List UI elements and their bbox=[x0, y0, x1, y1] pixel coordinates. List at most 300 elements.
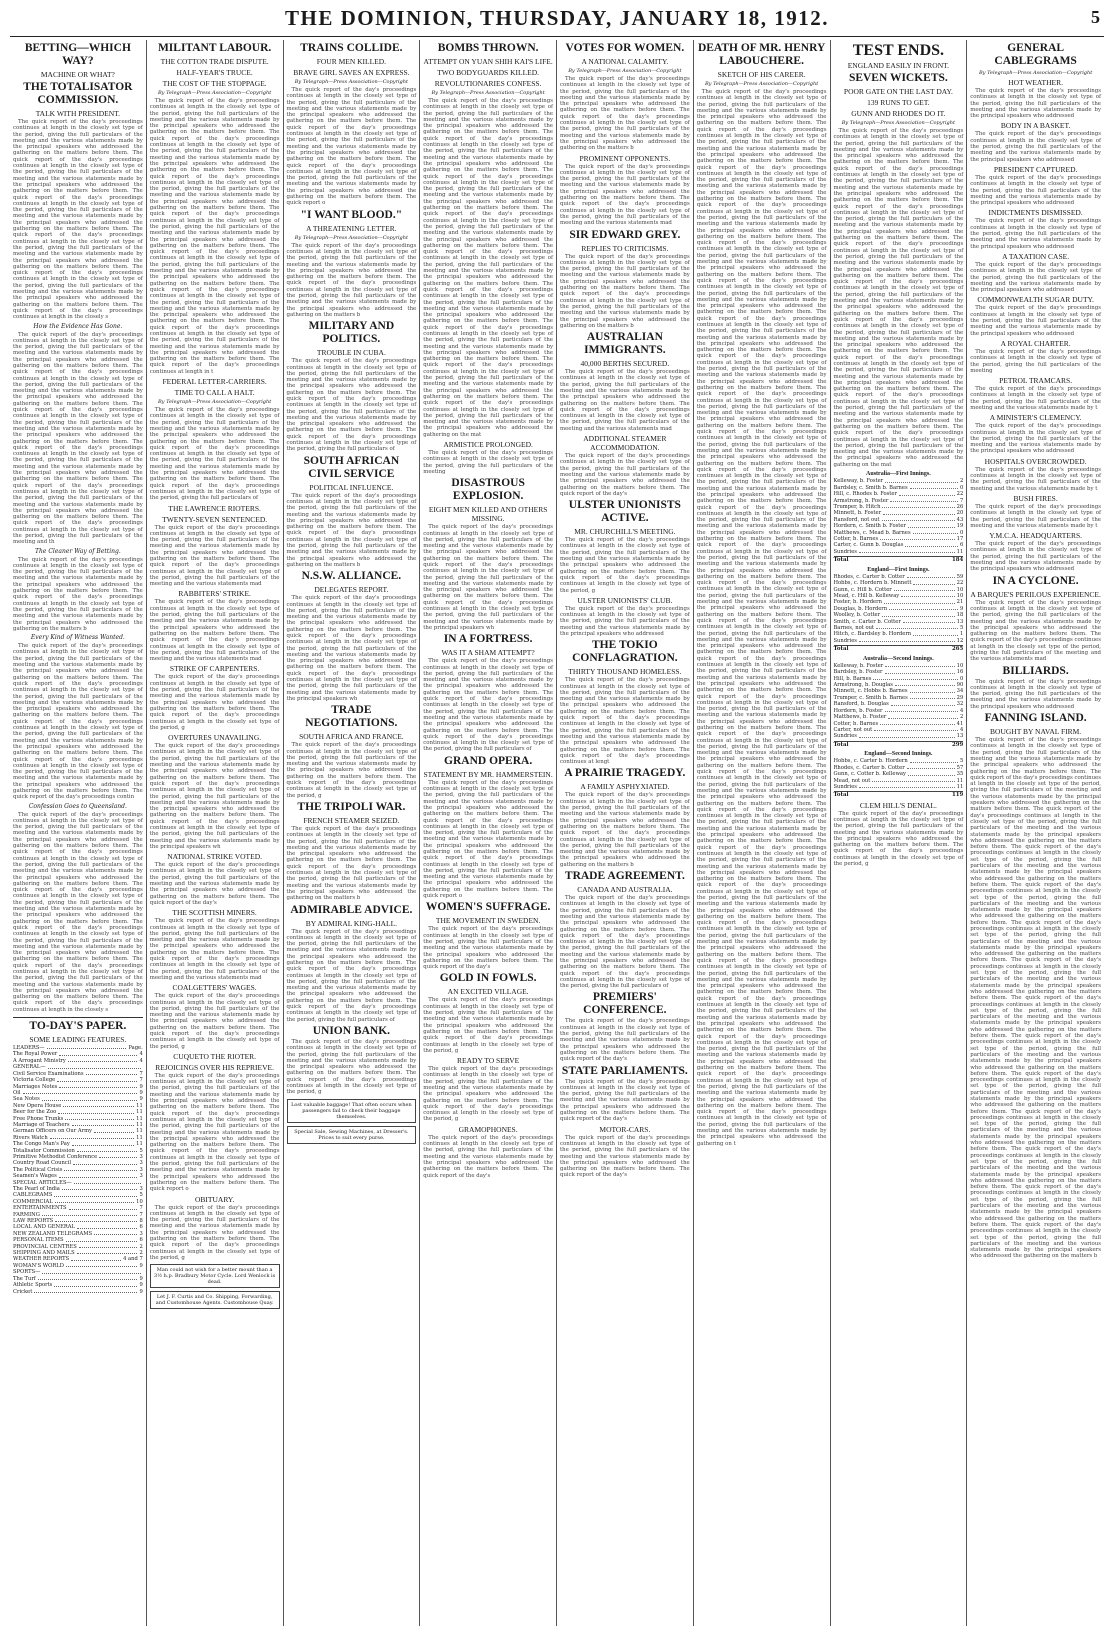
article-body-text: The quick report of the day's proceedings continues at length in the closely set type of the period, giving the full particulars of the meeting and the various statements made by the principal speakers who addressed the gathering on the matters before them. The quick report of the day's proceedings continues at length in the closely set type of the period, giving the full particulars of the meeting and the various statements made by the principal speakers who addressed the gathering on the matters before them. The quick report of the day's proceedings continues at length in the closely set type of the period, giving the full particulars of the meeting and the various statements made by the principal speakers who addressed the gathering on the matters before them. The quick report of the day's proceedings continues at length in the closely set type of the period, giving the full particulars of the meeting and the various statements made by the principal speakers who addressed the gathering on the matters before them. The quick report of the day's proceedings continues at length in the closely set type of the period, giving the full particulars of the meeting and the various statements made by the principal speakers who addressed the gathering on the matters before them. The quick report of the day's proceedings continues at length in the closely set type of the period, giving the full particulars of the meeting and the various statements made by the principal speakers who addressed the gathering on the matters before them. The quick report of the day's proceedings continues at length in the closely set type of the period, giving the full particulars of the meeting and the various statements made by the principal speakers who addressed the gathering on the matters before them. The quick report of the day's proceedings continues at length in the closely set type of the period, giving the full particulars of the meeting and the various statements made by the principal speakers who addressed the gathering on the matters before them. The quick report of the day's proceedings continues at length in the closely set type of the period, giving the full particulars of the meeting and the various statements made by the principal speakers who addressed the gathering on the mat bbox=[833, 128, 964, 468]
batsman: Kelleway, b. Foster bbox=[833, 478, 884, 485]
runs: 59 bbox=[956, 573, 964, 580]
runs: 16 bbox=[956, 669, 964, 676]
article-body-text: The quick report of the day's proceedings continues at length in the closely set type of the period, giving the full particulars of the meeting and the various statements made by the principal speakers who addressed the gathering on the matters before them. The quick report of the day's proceedings continues at length in the closely set type of the period, giving the full particulars of the meeting and the various statements made by the principal speakers who addressed the gathering on the matters before them. The quick report of the day's proceedings continues at length in the closely set type of the period, giving the full particulars of the meeting and the various statements made by the principal speakers who addressed the gathering on the matters before them. The quick report of the day's proceedings continues at length in the closely set type of the period, giving the full particulars of the meeting and the various statements made by the principal speakers who addressed the gathering on the matters before them. The quick report of the day's proceedings continues at length in the closely set type of the period, giving the full particulars of the meeting and the various statements made by the principal speakers who addressed the gathering on the matters before them. The quick report of the day's proceedings continues at length in the closely set type of the period, giving the full particulars of the meeting and the various statements made by the principal speakers who addressed the gathering on the matters before them. The quick report of the day's proceedings continues at length in the closely set type of the period, giving the full particulars of the meeting and the various statements made by the principal speakers who addressed the gathering on the matters before them. The quick report of the day's proceedings continues at length in t bbox=[149, 98, 280, 375]
runs: 26 bbox=[956, 503, 964, 510]
index-label: Beer for the Zoo bbox=[13, 1109, 57, 1116]
runs: 5 bbox=[959, 758, 964, 765]
article-body-text: The quick report of the day's proceedings continues at length in the closely set type of the period, giving the full particulars of the meeting and the various statements made by the principal speakers who addressed the gathering on the matters before them. The quick report of the day's proceedings continues at length in the closely set type of the period, g bbox=[560, 537, 690, 594]
column-6 bbox=[694, 40, 831, 1626]
scorecard-title: Australia—First Innings. bbox=[866, 471, 931, 478]
index-page: 3 bbox=[139, 1160, 143, 1167]
subheadline: THE LAWRENCE RIOTERS. bbox=[168, 503, 261, 513]
runs: 0 bbox=[959, 529, 964, 536]
leader-dots bbox=[86, 1071, 138, 1075]
article-body-text: The quick report of the day's proceedings continues at length in the closely set type of the period, giving the full particulars of the meeting and the various statements made by the principal speakers who addressed the gathering on the matters before them. The quick report of the day's bbox=[560, 1134, 690, 1179]
headline: TRADE NEGOTIATIONS. bbox=[305, 704, 398, 730]
batsman: Armstrong, b. Foster bbox=[833, 497, 889, 504]
runs: 10 bbox=[956, 593, 964, 600]
index-page: 6 bbox=[139, 1237, 143, 1244]
runs: 0 bbox=[959, 484, 964, 491]
leader-dots bbox=[48, 1064, 141, 1068]
leader-dots bbox=[895, 682, 955, 686]
article-body-text: The quick report of the day's proceedings continues at length in the closely set type of the period, giving the full particulars of the meeting and the various statements made by the principal speakers who addressed the gathering on the matters before them. The quick report of the day's proceedings continues at length in the closely set type of the period, giving the full particulars of the meeting and the various statements mad bbox=[970, 599, 1101, 663]
subheadline: FEDERAL LETTER-CARRIERS. bbox=[162, 377, 267, 387]
subheadline: BY ADMIRAL KING-HALL. bbox=[305, 918, 398, 928]
headline: GOLD IN FOWLS. bbox=[439, 972, 537, 985]
scorecard-title: England—Second Innings. bbox=[864, 751, 933, 758]
leader-dots bbox=[899, 491, 955, 495]
batsman: Cotter, b. Barnes bbox=[833, 535, 879, 542]
article-body-text: The quick report of the day's proceedings continues at length in the closely set type of the period, giving the full particulars of the meeting and the various statements made by the principal speakers who addressed bbox=[970, 88, 1101, 120]
leader-dots bbox=[908, 523, 955, 527]
leader-dots bbox=[882, 612, 955, 616]
subheadline: SKETCH OF HIS CAREER. bbox=[717, 70, 806, 79]
runs: 34 bbox=[956, 688, 964, 695]
article-body-text: The quick report of the day's proceedings continues at length in the closely set type of the period, giving the full particulars of the meeting and the various statements made by the principal speakers who addressed the gathering on the matters before them. The quick report of the day's proceedings continues at length in the closely set type of the period, giving the full particulars of the meeting and the various statements mad bbox=[149, 918, 280, 981]
batsman: Foster, b. Hordern bbox=[833, 599, 882, 606]
subheadline: A ROYAL CHARTER. bbox=[1000, 338, 1071, 348]
headline: ADMIRABLE ADVICE. bbox=[290, 903, 413, 916]
headline: WOMEN'S SUFFRAGE. bbox=[425, 901, 551, 914]
headline: BOMBS THROWN. bbox=[437, 42, 539, 54]
scorecard-row bbox=[834, 733, 964, 739]
leader-dots bbox=[903, 619, 955, 623]
wire-byline: By Telegraph—Press Association—Copyright bbox=[979, 70, 1093, 76]
total-label: Total bbox=[833, 557, 849, 564]
headline: TRAINS COLLIDE. bbox=[300, 42, 403, 54]
index-label: The Pearl of India bbox=[13, 1186, 60, 1193]
index-page: 4 and 7 bbox=[123, 1256, 143, 1263]
runs: 0 bbox=[959, 675, 964, 682]
runs: 35 bbox=[956, 771, 964, 778]
column-grid bbox=[10, 40, 1104, 1626]
subheadline: OBITUARY. bbox=[195, 1194, 235, 1204]
index-label: The Political Crisis bbox=[13, 1166, 63, 1173]
article-body-text: The quick report of the day's proceedings continues at length in the closely set type of the period, giving the full particulars of the meeting and the various statements made by the principal speakers who addressed the gathering on the matters before them. The quick report of the day's proceedings continues at length in the closely set type of the period, giving the full particulars of the meeting and the various statements made by the principal speakers who addressed the gathering on the matters before them. The quick report of the day's proceedings continues at length in the closely set type of the period, giving the full particulars of the meeting and the various statements made by the principal speakers who addressed the gathering on the matters before them. The quick report o bbox=[286, 87, 417, 207]
leader-dots bbox=[74, 1180, 141, 1184]
leader-dots bbox=[94, 1231, 137, 1235]
scorecard-row bbox=[834, 638, 964, 644]
article-body-text: The quick report of the day's proceedings continues at length in the closely set type of the period, giving the full particulars of the meeting and the various statements made by the principal speakers who addressed the gathering on the matters before them. The quick report of the day's proceedings continues at length in the closely set type of the period, g bbox=[286, 1038, 417, 1096]
article-body-text: The quick report of the day's proceedings continues at length in the closely set type of the period, giving the full particulars of the meeting bbox=[970, 348, 1101, 374]
leader-dots bbox=[77, 1224, 137, 1228]
headline: PREMIERS' CONFERENCE. bbox=[583, 991, 667, 1017]
batsman: Smith, c. Carter b. Cotter bbox=[833, 618, 901, 625]
index-page: 11 bbox=[136, 1121, 143, 1128]
runs: 2 bbox=[959, 478, 964, 485]
column-1 bbox=[10, 40, 147, 1626]
subheadline: MACHINE OR WHAT? bbox=[40, 70, 115, 79]
leader-dots bbox=[885, 669, 955, 673]
batsman: Ransford, b. Douglas bbox=[833, 701, 889, 708]
batsman: Rhodes, c. Carter b. Cotter bbox=[833, 764, 905, 771]
batsman: Woolley, b. Cotter bbox=[833, 612, 881, 619]
leader-dots bbox=[910, 695, 955, 699]
subheadline: PRESIDENT CAPTURED. bbox=[993, 164, 1078, 174]
article-body-text: The quick report of the day's proceedings continues at length in the closely set type of the period, giving the full particulars of the meeting bbox=[423, 450, 553, 475]
runs: 57 bbox=[956, 764, 964, 771]
leader-dots bbox=[913, 631, 958, 635]
article-body-text: The quick report of the day's proceedings continues at length in the closely set type of the period, giving the full particulars of the meeting and the various statements made by the principal speakers who addressed the gathering on the matters before them. The quick report of the day's proceedings continues at length in the closely set type of the period, giving the full particulars of the meeting and the various statements made by the principal speakers who addressed the gathering on the matters before them. The quick report of the day's proceedings continues at length in the closely set type of the period, giving the full particulars of the meeting and the various statements made by the principal speakers who addressed the gathering on the matters before them. The quick report of the day's proceedings continues at length in the closely set type of the period, giving the full particulars of the meeting and the various statements made by the principal speakers who addressed the gathering on the matters before them. The quick report of the day's proceedings continues at length in the closely set type of the period, giving the full particulars of the meeting and the various statements made by the principal speakers who addressed the gathering on the matters before them. The quick report of the day's proceedings continues at length in the closely set type of the period, giving the full particulars of the meeting and th bbox=[13, 331, 143, 546]
index-page: 9 bbox=[139, 1288, 143, 1295]
leader-dots bbox=[42, 1212, 138, 1216]
article-body-text: The quick report of the day's proceedings continues at length in the closely set type of the period, giving the full particulars of the meeting and the various statements made by the principal speakers who addressed the gathering on the matters before them. The quick report of the day's proceedings continues at length in the closely set type of the period, giving the full particulars of the meeting and the various statements made by the principal speakers who addressed the gathering on the matters b bbox=[560, 792, 690, 868]
index-page: 11 bbox=[136, 1109, 143, 1116]
headline: TEST ENDS. bbox=[852, 42, 945, 59]
subheadline: Y.M.C.A. HEADQUARTERS. bbox=[989, 531, 1082, 541]
leader-dots bbox=[874, 727, 958, 731]
subheadline: SOUTH AFRICA AND FRANCE. bbox=[299, 732, 404, 742]
runs: 11 bbox=[956, 548, 964, 555]
index-label: LOCAL AND GENERAL bbox=[13, 1224, 75, 1231]
index-page: 7 bbox=[139, 1211, 143, 1218]
headline: BETTING—WHICH WAY? bbox=[24, 42, 131, 67]
article-body-text: The quick report of the day's proceedings continues at length in the closely set type of the period, giving the full particulars of the meeting and the various statements made by the principal speakers who addressed the gathering on the matters before them. The quick report of the day's proceedings continues at length in the closely set type of the period, giving the full particulars of the meeting and the various statements made by the principal speakers who addressed the gathering on the matters before them. The quick report of the day's proceedings continues at length in the closely set type of the period, giving the full particulars of bbox=[423, 658, 553, 753]
subheadline: THE MOVEMENT IN SWEDEN. bbox=[435, 916, 541, 926]
headline: IN A CYCLONE. bbox=[992, 574, 1079, 587]
leader-dots bbox=[876, 625, 958, 629]
batsman: Armstrong, b. Douglas bbox=[833, 682, 893, 689]
index-page: 3 bbox=[139, 1166, 143, 1173]
runs: 7 bbox=[959, 497, 964, 504]
index-label: Civil Service Examinations bbox=[13, 1070, 84, 1077]
batsman: Hordern, b. Foster bbox=[833, 707, 883, 714]
leader-dots bbox=[859, 549, 955, 553]
article-body-text: The quick report of the day's proceedings continues at length in the closely set type of the period, giving the full particulars of the meeting and the various statements made by the principal speakers who addressed the gathering on the matters before them. The quick report of the day's proceedings continues at length in the closely set type of the period, giving the full particulars of the meeting and the various statements mad bbox=[560, 369, 690, 432]
article-body-text: The quick report of the day's proceedings continues at length in the closely set type of the period, giving the full particulars of the meeting and the various statements made by the principal speakers who addressed the gathering on the matters before them. The quick report of the day's proceedings continues at length in the closely set type of the period, giving the full particulars of the meeting and the various statements mad bbox=[149, 524, 280, 588]
headline: SOUTH AFRICAN CIVIL SERVICE bbox=[303, 454, 400, 480]
headline: STATE PARLIAMENTS. bbox=[561, 1064, 688, 1077]
leader-dots bbox=[71, 1256, 121, 1260]
runs: 12 bbox=[956, 637, 964, 644]
subheadline: POOR GATE ON THE LAST DAY. bbox=[843, 87, 953, 96]
leader-dots bbox=[55, 1218, 137, 1222]
article-body-text: The quick report of the day's proceedings continues at length in the closely set type of the period, giving the full particulars of the meeting and the various statements made by the principal speakers who addressed the gathering on the matters before them. The quick report of the day's proceedings continues at length in the closely set type of the period, giving the full particulars of the meeting and the various statements mad bbox=[149, 599, 280, 663]
index-label: German Officers on Our Army bbox=[13, 1128, 92, 1135]
subheadline: THE SCOTTISH MINERS. bbox=[172, 908, 257, 918]
index-page: 11 bbox=[136, 1141, 143, 1148]
subheadline: TALK WITH PRESIDENT. bbox=[35, 109, 121, 118]
index-page: 11 bbox=[136, 1128, 143, 1135]
article-body-text: The quick report of the day's proceedings continues at length in the closely set type of the period, giving the full particulars of the meeting and the various statements made by the principal speakers who addressed bbox=[970, 218, 1101, 250]
index-page: 6 bbox=[139, 1224, 143, 1231]
leader-dots bbox=[901, 593, 954, 597]
subheadline: FOUR MEN KILLED. bbox=[316, 57, 387, 66]
page-number: 5 bbox=[1091, 7, 1100, 27]
batsman: Minnett, b. Foster bbox=[833, 510, 882, 517]
runs: 22 bbox=[956, 491, 964, 498]
index-page: 9 bbox=[139, 1282, 143, 1289]
wire-byline: By Telegraph—Press Association—Copyright bbox=[294, 234, 408, 241]
index-label: NEW ZEALAND TELEGRAMS bbox=[13, 1230, 93, 1237]
article-body-text: The quick report of the day's proceedings continues at length in the closely set type of the period, giving the full particulars of the meeting and the various statements made by the principal speakers who addressed the gathering on the matters before them. The quick report of the day's proceedings continues at length in the closely set type of the period, giving the full particulars of the meeting and the various statements made by the principal speakers who addressed the gathering on the matters b bbox=[13, 556, 143, 632]
batsman: Bardsley, b. Foster bbox=[833, 669, 883, 676]
leader-dots bbox=[38, 1276, 138, 1280]
leader-dots bbox=[894, 587, 955, 591]
index-label: Totalisator Commission bbox=[13, 1147, 75, 1154]
leader-dots bbox=[859, 638, 955, 642]
leader-dots bbox=[66, 1237, 138, 1241]
column-7 bbox=[831, 40, 968, 1626]
subheadline: CUQUETO THE RIOTER. bbox=[173, 1051, 257, 1061]
subheadline: BOUGHT BY NAVAL FIRM. bbox=[990, 727, 1082, 737]
subheadline: GUNN AND RHODES DO IT. bbox=[851, 109, 946, 118]
index-label: Victoria College bbox=[13, 1077, 56, 1084]
total-label: Total bbox=[833, 792, 849, 799]
leader-dots bbox=[890, 498, 958, 502]
batsman: Carter, not out bbox=[833, 726, 873, 733]
leader-dots bbox=[907, 765, 955, 769]
leader-dots bbox=[64, 1167, 137, 1171]
headline: "I WANT BLOOD." bbox=[300, 208, 403, 221]
runs: 11 bbox=[956, 777, 964, 784]
index-row bbox=[13, 1289, 143, 1295]
article-body-text: The quick report of the day's proceedings continues at length in the closely set type of the period, giving the full particulars of the meeting and the various statements made by the principal speakers who addressed the gathering on the matters before them. The quick report of the day's proceedings continues at length in the closely set type of the period, giving the full particulars of the meeting and the various statements made by the principal speakers who addressed the gathering on the matters before them. The quick report of the day's proceedings continues at length in the closely set type of the period, giving the full particulars of the meeting and the various statements made by the principal speakers who addressed the gathering on the matters before them. The quick report of the day's proceedings continues at length in the closely set type of the period, giving the full particulars of the meeting and the various statements made by the principal speakers who addressed the gathering on the matters before them. The quick report of the day's proceedings continues at length in the closely set type of the period, giving the full particulars of the meeting and the various statements made by the principal speakers who addressed the gathering on the matters before them. The quick report of the day's proceedings continues at length in the closely s bbox=[13, 119, 143, 321]
subheadline: PROMINENT OPPONENTS. bbox=[579, 153, 671, 163]
leader-dots bbox=[65, 1116, 134, 1120]
index-page: 11 bbox=[136, 1134, 143, 1141]
leader-dots bbox=[891, 701, 955, 705]
index-label: Marriage of Teachers bbox=[13, 1121, 70, 1128]
headline: THE TOKIO CONFLAGRATION. bbox=[572, 639, 678, 665]
subheadline: CANADA AND AUSTRALIA. bbox=[577, 885, 673, 895]
index-page: 3 bbox=[139, 1173, 143, 1180]
runs: 22 bbox=[956, 580, 964, 587]
section-heading: Confession Goes to Queensland. bbox=[28, 802, 127, 810]
leader-dots bbox=[59, 1051, 137, 1055]
runs: 9 bbox=[959, 605, 964, 612]
leader-dots bbox=[884, 599, 955, 603]
subheadline: FRENCH STEAMER SEIZED. bbox=[303, 815, 400, 825]
article-body-text: The quick report of the day's proceedings continues at length in the closely set type of the period, giving the full particulars of the meeting and the various statements made by the principal speakers who addressed the gathering on the matters before them. The quick report of the day's bbox=[560, 1078, 690, 1123]
article-body-text: The quick report of the day's proceedings continues at length in the closely set type of the period, giving the full particulars of the meeting and the various statements made by the principal speakers who addressed the gathering on the matters before them. The quick report of the day's proceedings continues at length in the closely set type of the period, giving the full particulars of the meeting and the various statements made by the principal speakers who addressed the gathering on the matters before them. The quick report of the day's proceedings continues at length in the closely set type of the period, giving the full particulars of the meeting and the various statements made by the principal speakers who addressed the gathering on the matters before them. The quick report of the day's proceedings continues at length in the closely set type of the period, giving the full particulars of the meeting and the various statements made by the principal speakers who addressed the gathering on the matters before them. The quick report of the day's proceedings continues at length in the closely set type of the period, giving the full particulars of the meeting and the various statements made by the principal speakers who addressed the gathering on the matters before them. The quick report of the day's proceedings continues at length in the closely set type of the period, giving the full particulars of the meeting and the various statements made by the principal speakers who addressed the gathering on the matters before them. The quick report of the day's proceedings continues at length in the closely set type of the period, giving the full particulars of the meeting and the various statements made by the principal speakers who addressed the gathering on the matters before them. The quick report of the day's proceedings continues at length in the closely set type of the period, giving the full particulars of the meeting and the various statements made by the principal speakers who addressed the gathering on the matters before them. The quick report of the day's proceedings continues at length in the closely set type of the period, giving the full particulars of the meeting and the various statements made by the principal speakers who addressed the gathering on the matters before them. The quick report of the day's proceedings continues at length in the closely set type of the period, giving the full particulars of the meeting and the various statements made by the principal speakers who addressed the gathering on the matters before them. The quick report of the day's proceedings continues at length in the closely set type of the period, giving the full particulars of the meeting and the various statements made by the principal speakers who addressed the gathering on the matters before them. The quick report of the day's proceedings continues at length in the closely set type of the period, giving the full particulars of the meeting and the various statements made by the principal speakers who addressed the gathering on the matters before them. The quick report of the day's proceedings continues at length in the closely set type of the period, giving the full particulars of the meeting and the various statements made by the principal speakers who addressed the gathering on the matters before them. The quick report of the day's proceedings continues at length in the closely set type of the period, giving the full particulars of the meeting and the various statements made by the principal speakers who addressed the gathering on the matters b bbox=[970, 737, 1101, 1260]
index-label: Cricket bbox=[13, 1288, 33, 1295]
index-label: PROVINCIAL CENTRES bbox=[13, 1243, 77, 1250]
batsman: Douglas, b. Hordern bbox=[833, 605, 888, 612]
subheadline: POLITICAL INFLUENCE. bbox=[309, 482, 394, 492]
leader-dots bbox=[880, 536, 955, 540]
subheadline: HALF-YEAR'S TRUCE. bbox=[176, 68, 253, 77]
total-value: 299 bbox=[951, 741, 964, 748]
index-page: 4 bbox=[139, 1057, 143, 1064]
runs: 21 bbox=[956, 599, 964, 606]
leader-dots bbox=[63, 1103, 134, 1107]
subheadline: REJOICINGS OVER HIS REPRIEVE. bbox=[155, 1062, 274, 1072]
advertisement: Let J. F. Curtis and Co. Shipping, Forwarding, and Customhouse Agents. Customhouse Quay. bbox=[150, 1291, 280, 1309]
subheadline: THE COST OF THE STOPPAGE. bbox=[162, 79, 267, 88]
section-heading: The Cleaner Way of Betting. bbox=[35, 547, 121, 555]
total-value: 119 bbox=[951, 792, 964, 799]
wire-byline: By Telegraph—Press Association—Copyright bbox=[158, 399, 272, 406]
batsman: Kelleway, b. Foster bbox=[833, 662, 884, 669]
leader-dots bbox=[34, 1289, 137, 1293]
index-page: 11 bbox=[136, 1102, 143, 1109]
headline: IN A FORTRESS. bbox=[443, 633, 533, 646]
article-body-text: The quick report of the day's proceedings continues at length in the closely set type of the period, giving the full particulars of the meeting and the various statements made by the principal speakers who addressed the gathering on the matters before them. The quick report of the day's proceedings continues at length in the closely set type of the period, giving the full particulars of the meeting and the various statements made by the principal speakers who addressed the gathering on the matters before them. The quick report of the day's proceedings continues at length in the closely set type of the period, giving the full particulars of the meeting and the various statements made by the principal speakers who addressed the gathering on the matters before them. The quick report of the day's proceedings continues at length in the closely set type of the period, giving the full particulars of the meeting and the various statements made by the principal speakers who addressed the gathering on the matters before them. The quick report of the day's proceedings continues at length in the closely set type of the period, giving the full particulars of the meeting and the various statements made by the principal speakers who addressed the gathering on the matters before them. The quick report of the day's proceedings continues at length in the closely set type of the period, giving the full particulars of the meeting and the various statements made by the principal speakers who addressed the gathering on the matters before them. The quick report of the day's proceedings continues at length in the closely set type of the period, giving the full particulars of the meeting and the various statements made by the principal speakers who addressed the gathering on the matters before them. The quick report of the day's proceedings continues at length in the closely set type of the period, giving the full particulars of the meeting and the various statements made by the principal speakers who addressed the gathering on the matters before them. The quick report of the day's proceedings continues at length in the closely set type of the period, giving the full particulars of the meeting and the various statements made by the principal speakers who addressed the gathering on the matters before them. The quick report of the day's proceedings continues at length in the closely set type of the period, giving the full particulars of the meeting and the various statements made by the principal speakers who addressed the gathering on the matters before them. The quick report of the day's proceedings continues at length in the closely set type of the period, giving the full particulars of the meeting and the various statements made by the principal speakers who addressed the gathering on the matters before them. The quick report of the day's proceedings continues at length in the closely set type of the period, giving the full particulars of the meeting and the various statements made by the principal speakers who addressed the gathering on the matters before them. The quick report of the day's proceedings continues at length in the closely set type of the period, giving the full particulars of the meeting and the various statements made by the principal speakers who addressed the gathering on the matters before them. The quick report of the day's proceedings continues at length in the closely set type of the period, giving the full particulars of the meeting and the various statements made by the principal speakers who addressed the gathering on the matters before them. The quick report of the day's proceedings continues at length in the closely set type of the period, giving the full particulars of the meeting and the various statements made by the principal speakers who addressed the gathering on the matters before them. The quick report of the day's proceedings continues at length in the closely set type of the period, giving the full particulars of the meeting and the various statements made by the principal speakers who addressed the gathering on the matters before them. The quick report of the day's proceedings continues at length in the closely set type of the period, giving the full particulars of the meeting and the various statements made by the principal speakers who addressed the gathering on the matters before them. The quick report of the day's proceedings continues at length in the closely set type of the period, giving the full particulars of the meeting and the various statements made by the principal speakers who addressed the gathering on the matters before them. The quick report of the day's proceedings continues at length in the closely set type of the period, giving the full particulars of the meeting and the various statements made by the principal speakers who addressed the gathering on the matters before them. The quick report of the day's proceedings continues at length in the closely set type of the period, giving the full particulars of the meeting and the various statements made by the principal speakers who addressed the gathering on the matters before them. The quick report of the day's proceedings continues at length in the closely set type of the period, giving the full particulars of the meeting and the various statements made by the principal speakers who addressed the gathering on the matters before them. The quick report of the day's proceedings continues at length in the closely set type of the period, giving the full particulars of the meeting and the various statements made by the principal speakers who addressed the gathering on the matters before them. The quick report of the day's proceedings continues at length in the closely set type of the period, giving the full particulars of the meeting and the various statements made by the principal speakers who addressed the gathering on the matters before them. The quick report of the day's proceedings continues at length in the closely set type of the period, giving the full particulars of the meeting and the various statements made by the principal speakers who addressed the gathering on the matters before them. The quick report of the day's proceedings continues at length in the closely set type of the period, giving the full particulars of the meeting and the various statements made by the principal speakers who addressed the gathering on the matters before them. The quick report of the day's proceedings continues at length in the closely set type of the period, giving the full particulars of the meeting and the various statements made by the principal speakers who addressed the gathering on the matters before them. The quick report of the day's proceedings continues at length in the closely set type of the period, giving the full particulars of the meeting and the various statements made by the principal speakers who addressed the gathering on the matters before them. The quick report of the day's proceedings continues at length in the closely set type of the period, giving the full particulars of the meeting and the various statements made by the principal speakers who addressed the gathering on t bbox=[696, 89, 827, 1147]
subheadline: 40,000 BERTHS SECURED. bbox=[580, 359, 670, 369]
batsman: Matthews, b. Foster bbox=[833, 714, 887, 721]
leader-dots bbox=[910, 688, 955, 692]
index-label: Athletic Sports bbox=[13, 1282, 53, 1289]
leader-dots bbox=[42, 1269, 140, 1273]
headline: VOTES FOR WOMEN. bbox=[565, 42, 685, 54]
section-heading: How the Evidence Has Gone. bbox=[33, 322, 123, 330]
leader-dots bbox=[882, 504, 954, 508]
subheadline: NATIONAL STRIKE VOTED. bbox=[167, 852, 263, 862]
index-label: The Congo Man's Pay bbox=[13, 1141, 70, 1148]
subheadline: STATEMENT BY MR. HAMMERSTEIN. bbox=[423, 769, 553, 779]
leader-dots bbox=[885, 478, 958, 482]
batsman: Sundries bbox=[833, 733, 857, 740]
runs: 19 bbox=[956, 523, 964, 530]
leader-dots bbox=[885, 708, 958, 712]
index-label: SPORTS— bbox=[13, 1269, 41, 1276]
index-label: New Opera House bbox=[13, 1102, 62, 1109]
article-body-text: The quick report of the day's proceedings continues at length in the closely set type of the period, giving the full particulars of the meeting and the various statements made by the principal speakers who addressed the gathering on the matters before them. The quick report of the day's proceedings continues at length in the closely set type of the period, giving the full particulars of the meeting and the various statements made by the principal speakers who addressed the gathering on the matters before them. The quick report of the day's proceedings continues at length in the closely set type of the period, giving the full particulars of the meeting and the various statements made by the principal speakers wh bbox=[149, 743, 280, 850]
article-body-text: The quick report of the day's proceedings continues at length in the closely set type of the period, giving the full particulars of the meeting and the various statements made by the principal speakers who addressed the gathering on the matters before them. The quick report of the day's proceedings continues at length in the closely set type of the period, giving the full particulars of the meeting and the various statements made by the principal speakers who addressed the gathering on the matters before them. The quick report of the day's proceedings continues at length in the closely set type of the period, giving the full particulars of bbox=[286, 928, 417, 1023]
runs: 6 bbox=[959, 542, 964, 549]
column-2 bbox=[147, 40, 284, 1626]
leader-dots bbox=[79, 1244, 138, 1248]
article-body-text: The quick report of the day's proceedings continues at length in the closely set type of the period, giving the full particulars of the meeting and the various statements made by the principal speakers who addressed the gathering on the matters before them. The quick report of the day's proceedings continues at length in the closely set type of the period, giving the full particulars of the meeting and the various statements made by the principal speakers who addressed the gathering on the matters b bbox=[286, 492, 417, 568]
article-body-text: The quick report of the day's proceedings continues at length in the closely set type of the period, giving the full particulars of the meeting and the various statements made by the principal speakers who addressed bbox=[970, 131, 1101, 163]
subheadline: TROUBLE IN CUBA. bbox=[316, 348, 386, 358]
batsman: Minnett, c. Hobbs b. Barnes bbox=[833, 688, 908, 695]
wire-byline: By Telegraph—Press Association—Copyright bbox=[705, 81, 819, 87]
index-label: WOMAN'S WORLD bbox=[13, 1262, 64, 1269]
subheadline: BODY IN A BASKET. bbox=[1000, 121, 1071, 131]
subheadline: PETROL TRAMCARS. bbox=[999, 376, 1073, 386]
subheadline: HOSPITALS OVERCROWDED. bbox=[984, 456, 1087, 466]
article-body-text: The quick report of the day's proceedings continues at length in the closely set type of the period, giving the full particulars of the meeting and the various statements made by the principal speakers who addressed the gathering on the matters before them. The quick report of the day's proceedings continues at length in the closely set type of the period, giving the full particulars of the meeting and the various statements made by the principal speakers who addressed the gathering on the matters b bbox=[560, 253, 690, 329]
article-body-text: The quick report of the day's proceedings continues at length in the closely set type of the period, giving the full particulars of the meeting and the various statements made by the principal speakers who addressed the gathering on the matters before them. The quick report of the day's bbox=[423, 1134, 553, 1179]
subheadline: A THREATENING LETTER. bbox=[306, 223, 397, 233]
batsman: Gunn, c. Hill b. Cotter bbox=[833, 586, 892, 593]
scorecard-total bbox=[834, 741, 964, 748]
leader-dots bbox=[68, 1058, 138, 1062]
index-page: 7 bbox=[139, 1077, 143, 1084]
headline: GRAND OPERA. bbox=[444, 754, 533, 767]
batsman: Hill, b. Barnes bbox=[833, 675, 872, 682]
subheadline: HOT WEATHER. bbox=[1008, 78, 1063, 87]
batsman: Carter, c. Gunn b. Douglas bbox=[833, 542, 904, 549]
subheadline: TWENTY-SEVEN SENTENCED. bbox=[162, 514, 268, 524]
article-body-text: The quick report of the day's proceedings continues at length in the closely set type of the period, giving the full particulars of the meeting and the various statements made by the principal speakers who addressed the gathering on the matters before them. The quick report of the day's proceedings continues at length in the closely set type of the period, giving the full particulars of the meeting and the various statements made by the principal speakers who addressed the gathering on the matters before them. The quick report of the day's proceedings continues at length in the closely set type of the period, giving the full particulars of the meeting and the various statements made by the principal speakers wh bbox=[423, 524, 553, 631]
subheadline: A BARQUE'S PERILOUS EXPERIENCE. bbox=[970, 589, 1101, 599]
total-value: 265 bbox=[951, 646, 964, 653]
leader-dots bbox=[882, 517, 955, 521]
batsman: Ransford, not out bbox=[833, 516, 880, 523]
article-body-text: The quick report of the day's proceedings continues at length in the closely set type of the period, giving the full particulars of the meeting and the various statements made by the principal speakers who addressed the gathering on the matters before them. The quick report of the day's proceedings continues at length in the closely set type of the period, giving the full particulars of the meeting and the various statements made by the principal speakers who addressed the gathering on the matters b bbox=[560, 76, 690, 152]
leader-dots bbox=[905, 542, 958, 546]
leader-dots bbox=[913, 580, 954, 584]
article-body-text: The quick report of the day's proceedings continues at length in the closely set type of the period, giving the full particulars of the meeting and the various statements made by the principal speakers who addressed the gathering on the matters before them. The quick report of the day's bbox=[560, 1018, 690, 1063]
article-body-text: The quick report of the day's proceedings continues at length in the closely set type of the period, giving the full particulars of the meeting and the various statements made by the principal speakers who addressed bbox=[970, 174, 1101, 207]
batsman: Hobbs, c. Hordern b. Minnett bbox=[833, 580, 912, 587]
index-label: GENERAL— bbox=[13, 1064, 46, 1071]
leader-dots bbox=[859, 784, 955, 788]
subheadline: TWO BODYGUARDS KILLED. bbox=[437, 68, 540, 77]
index-page: 3 bbox=[139, 1186, 143, 1193]
batsman: Mead, c. Hill b. Kelleway bbox=[833, 593, 900, 600]
batsman: Sundries bbox=[833, 548, 857, 555]
headline: TO-DAY'S PAPER. bbox=[29, 1020, 127, 1033]
headline: SIR EDWARD GREY. bbox=[569, 228, 681, 241]
batsman: Bardsley, c. Smith b. Barnes bbox=[833, 484, 908, 491]
index-page: Page. bbox=[128, 1045, 143, 1052]
leader-dots bbox=[907, 574, 955, 578]
runs: 17 bbox=[956, 535, 964, 542]
article-body-text: The quick report of the day's proceedings continues at length in the closely set type of the period, giving the full particulars of the meeting and the various statements made by the principal speakers who addressed the gathering on the matters before them. The quick report of the day's proceedings continues at length in the closely set type of the period, g bbox=[423, 997, 553, 1054]
leader-dots bbox=[77, 1148, 138, 1152]
article-body-text: The quick report of the day's proceedings continues at length in the closely set type of the period, giving the full particulars of the meeting and the various statements made by the principal speakers who addressed the gathering on the matters before them. The quick report of the day's proceedings continues at length in the closely set type of the period, giving the full particulars of the meeting and the various statements made by the principal speakers who addressed the gathering on the matters b bbox=[286, 242, 417, 318]
batsman: Hobbs, c. Carter b. Hordern bbox=[833, 758, 908, 765]
article-body-text: The quick report of the day's proceedings continues at length in the closely set type of the period, giving the full particulars of the meeting and the various statements made by the principal speakers who addressed bbox=[970, 305, 1101, 337]
batsman: Gunn, c. Cotter b. Kelleway bbox=[833, 771, 906, 778]
batsman: Matthews, c. Mead b. Barnes bbox=[833, 529, 911, 536]
batsman: Trumper, b. Hitch bbox=[833, 503, 881, 510]
leader-dots bbox=[57, 1077, 137, 1081]
batsman: Hill, c. Rhodes b. Foster bbox=[833, 491, 897, 498]
subheadline: A MINISTER'S CLEMENCY. bbox=[989, 413, 1082, 423]
index-label: Marriages Notes bbox=[13, 1083, 58, 1090]
leader-dots bbox=[885, 663, 955, 667]
article-body-text: The quick report of the day's proceedings continues at length in the closely set type of the period, giving the full particulars of the meeting and the various statements made by the principal speakers who addressed the gathering on the matters before them. The quick report of the day's proceedings continues at length in the closely set type of the period, giving the full particulars of the meeting and the various statements made by the principal speakers who addressed the gathering on the matters before them. The quick report of the day's proceedings continues at length in the closely set type of the period, giving the full particulars of the meeting and the various statements made by the principal speakers wh bbox=[286, 595, 417, 702]
article-body-text: The quick report of the day's proceedings continues at length in the closely set type of the period, giving the full particulars of the meeting and the various statements made by the principal speakers who addressed the gathering on the matters before them. The quick report of the day's proceedings continues at length in the closely set type of the period, g bbox=[149, 674, 280, 731]
column-5 bbox=[557, 40, 694, 1626]
scorecard-total bbox=[834, 556, 964, 563]
advertisement: Lost valuable baggage! That often occurs when passengers fail to check their baggage themselves. bbox=[287, 1099, 417, 1123]
leader-dots bbox=[99, 1154, 137, 1158]
leader-dots bbox=[910, 758, 958, 762]
subheadline: EIGHT MEN KILLED AND OTHERS MISSING. bbox=[428, 505, 548, 524]
section-heading: Every Kind of Witness Wanted. bbox=[30, 634, 125, 642]
index-label: FARMING bbox=[13, 1211, 40, 1218]
runs: 13 bbox=[956, 733, 964, 740]
headline: MILITARY AND POLITICS. bbox=[308, 320, 395, 346]
column-3 bbox=[284, 40, 421, 1626]
headline: BILLIARDS. bbox=[1002, 664, 1069, 677]
leader-dots bbox=[59, 1084, 137, 1088]
headline: SEVEN WICKETS. bbox=[848, 72, 948, 84]
leader-dots bbox=[77, 1250, 138, 1254]
runs: 13 bbox=[956, 618, 964, 625]
article-body-text: The quick report of the day's proceedings continues at length in the closely set type of the period, giving the full particulars of the meeting and the various statements made by the principal speakers who addressed the gathering on the matters before them. The quick report of the day's proceedings continues at length in the closely set type of the period, giving the full particulars of the meeting and the various statements made by the principal speakers who addressed the gathering on the matters before them. The quick report of the day's proceedings continues at length in the closely set type of the period, giving the full particulars of the meeting and the various statements made by the principal speakers who addressed the gathering on the matters before them. The quick report of the day's proceedings continues at length in the closely set type of the period, giving the full particulars of the meeting and the various statements made by the principal speakers who addressed the gathering on the matters before them. The quick report of the day's proceedings contin bbox=[13, 643, 143, 801]
subheadline: BUSH FIRES. bbox=[1013, 493, 1058, 503]
total-label: Total bbox=[833, 646, 849, 653]
index-label: Seamen's Wages bbox=[13, 1173, 57, 1180]
leader-dots bbox=[889, 606, 958, 610]
scorecard-title: England—First Innings. bbox=[867, 566, 930, 573]
batsman: Cotter, b. Barnes bbox=[833, 720, 879, 727]
index-page: 9 bbox=[139, 1083, 143, 1090]
runs: 10 bbox=[956, 662, 964, 669]
article-body-text: The quick report of the day's proceedings continues at length in the closely set type of the period, giving the full particulars of the meeting and the various statements made by the principal speakers who addressed the gathering on the matters before them. The quick report of the day's proceedings continues at length in the closely set type of the period, g bbox=[149, 1204, 280, 1261]
subheadline: A NATIONAL CALAMITY. bbox=[581, 57, 669, 66]
leader-dots bbox=[54, 1192, 137, 1196]
batsman: Rhodes, c. Carter b. Cotter bbox=[833, 573, 905, 580]
column-8 bbox=[967, 40, 1104, 1626]
runs: 32 bbox=[956, 701, 964, 708]
subheadline: INDICTMENTS DISMISSED. bbox=[988, 208, 1083, 218]
subheadline: TIME TO CALL A HALT. bbox=[174, 388, 255, 398]
runs: 1 bbox=[959, 631, 964, 638]
runs: 4 bbox=[959, 726, 964, 733]
subheadline: ATTEMPT ON YUAN SHIH KAI'S LIFE. bbox=[423, 57, 553, 66]
batsman: Sundries bbox=[833, 637, 857, 644]
leader-dots bbox=[73, 1160, 137, 1164]
article-body-text: The quick report of the day's proceedings continues at length in the closely set type of the period, giving the full particulars of the meeting and the various statements made by the principal speakers who addressed the gathering on the matters before them. The quick report of the day's proceedings continues at length in the closely set type of the period, giving the full particulars of the meeting and the various statements made by the principal speakers who addressed the gathering on the matters before them. The quick report of the day's proceedings continues at length in the closely set type of the period, giving the full particulars of the meeting and the various statements made by the principal speakers who addressed the gathering on the matters before them. The quick report of the day's proceedings continues at length in the closely set type of the period, giving the full particulars of the meeting and the various statements made by the principal speakers who addressed the gathering on the matters before them. The quick report of the day's proceedings continues at length in the closely set type of the period, giving the full particulars of the meeting and the various statements made by the principal speakers who addressed the gathering on the matters before them. The quick report of the day's proceedings continues at length in the closely set type of the period, giving the full particulars of the meeting and the various statements made by the principal speakers who addressed the gathering on the matters before them. The quick report of the day's proceedings continues at length in the closely set type of the period, giving the full particulars of the meeting and the various statements made by the principal speakers who addressed the gathering on the matters before them. The quick report of the day's proceedings continues at length in the closely set type of the period, giving the full particulars of the meeting and the various statements made by the principal speakers who addressed the gathering on the matters before them. The quick report of the day's proceedings continues at length in the closely set type of the period, giving the full particulars of the meeting and the various statements made by the principal speakers who addressed the gathering on the mat bbox=[423, 98, 553, 438]
